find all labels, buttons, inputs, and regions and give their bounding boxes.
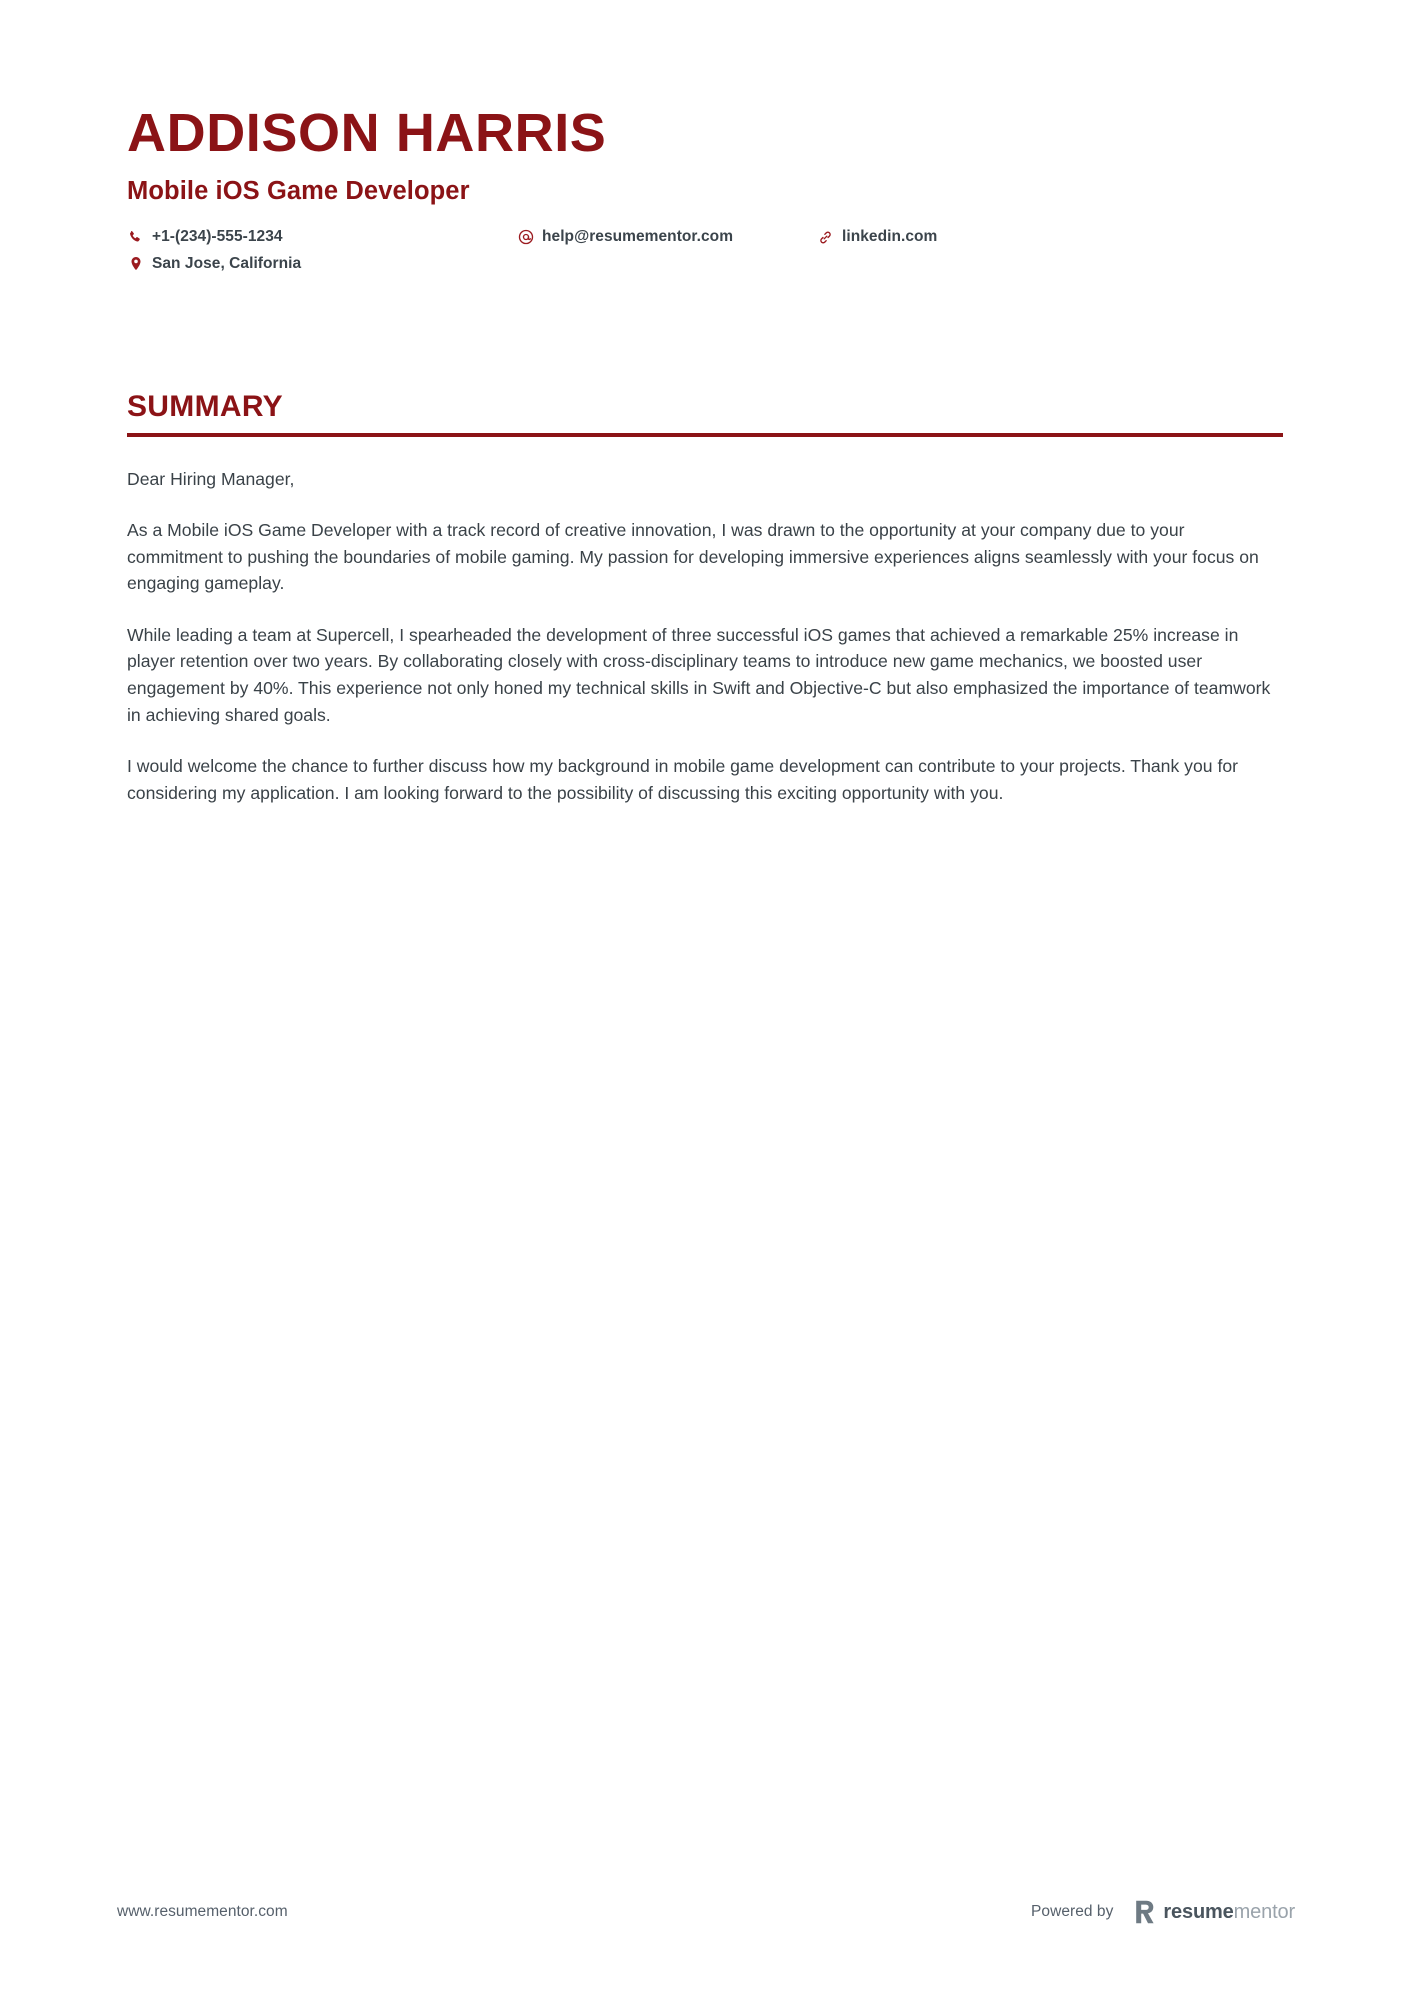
contact-phone[interactable] [127, 228, 517, 247]
footer-branding [1031, 1900, 1295, 1924]
contact-email[interactable] [517, 228, 817, 247]
contact-location [127, 255, 517, 274]
candidate-name: ADDISON HARRIS [127, 103, 607, 163]
summary-salutation: Dear Hiring Manager, [127, 468, 295, 489]
powered-by-label: Powered by [1031, 1903, 1114, 1920]
brand-word-light: mentor [1233, 1901, 1295, 1923]
footer-website-url[interactable]: www.resumementor.com [117, 1903, 288, 1920]
resume-header [127, 105, 1283, 281]
summary-section-title: SUMMARY [127, 390, 283, 423]
summary-section [127, 392, 1283, 806]
contact-linkedin-label: linkedin.com [842, 228, 938, 246]
summary-section-rule [127, 433, 1283, 437]
resumementor-mark-icon [1135, 1900, 1154, 1924]
summary-paragraph: I would welcome the chance to further discuss how my background in mobile game development can contribute to your projects. Thank you for considering my application. I am looking forward to the possibility of discussing this exciting opportunity with you. [127, 756, 1239, 803]
candidate-job-title: Mobile iOS Game Developer [127, 177, 470, 206]
resumementor-logo [1135, 1900, 1295, 1924]
contact-phone-label: +1-(234)-555-1234 [152, 228, 283, 246]
resumementor-wordmark [1163, 1902, 1295, 1922]
summary-body [127, 466, 1283, 807]
brand-word-strong: resume [1163, 1901, 1234, 1923]
email-icon [517, 229, 534, 246]
contact-block [127, 228, 1283, 273]
contact-row-primary [127, 228, 1283, 247]
summary-paragraph: While leading a team at Supercell, I spearheaded the development of three successful iOS games that achieved a remarkable 25% increase in player retention over two years. By collaborating closely with cross-disciplinary teams to introduce new game mechanics, we boosted user engagement by 40%. This experience not only honed my technical skills in Swift and Objective-C but also emphasized the importance of teamwork in achieving shared goals. [127, 624, 1271, 725]
phone-icon [127, 229, 144, 246]
summary-paragraph: As a Mobile iOS Game Developer with a track record of creative innovation, I was drawn to the opportunity at your company due to your commitment to pushing the boundaries of mobile gaming. My passion for developing immersive experiences aligns seamlessly with your focus on engaging gameplay. [127, 520, 1259, 594]
contact-row-secondary [127, 255, 1283, 274]
contact-email-label: help@resumementor.com [542, 228, 734, 246]
location-icon [127, 256, 144, 273]
page-footer [0, 1897, 1410, 1927]
link-icon [817, 229, 834, 246]
contact-location-label: San Jose, California [152, 254, 302, 272]
contact-linkedin[interactable] [817, 228, 937, 247]
